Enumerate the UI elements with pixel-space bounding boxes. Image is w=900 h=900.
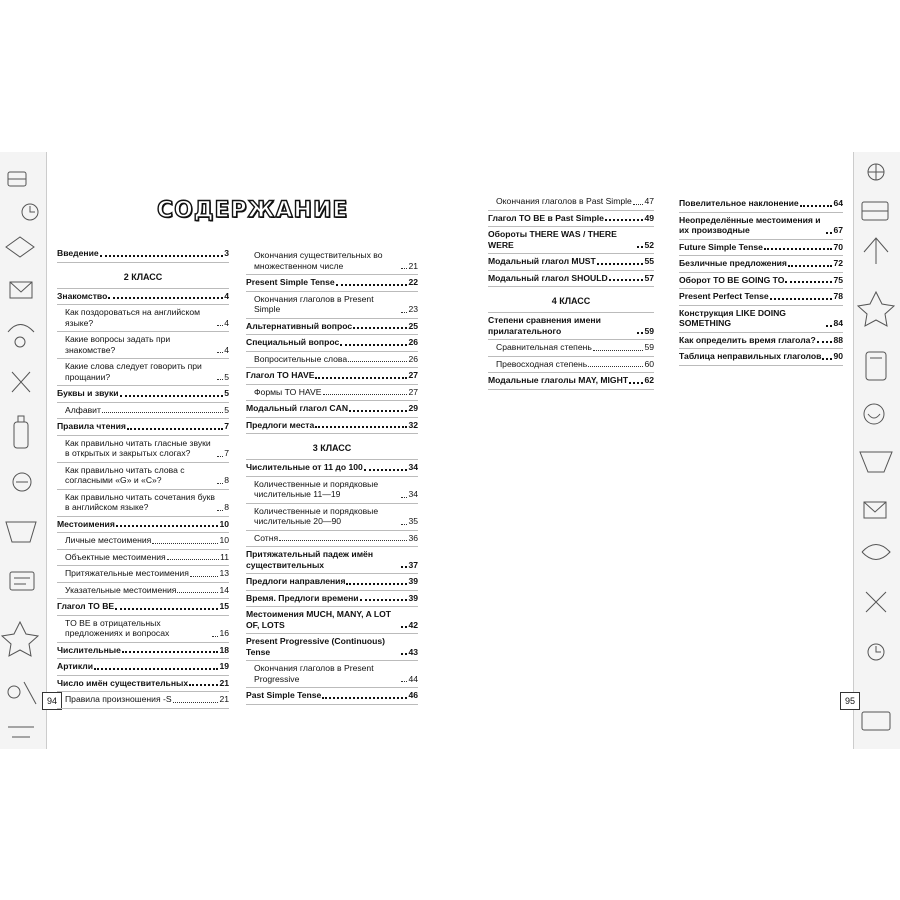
page-number-left: 94 [42, 692, 62, 710]
toc-entry-title: Обороты THERE WAS / THERE WERE [488, 229, 617, 250]
toc-entry[interactable] [246, 368, 418, 385]
toc-entry[interactable] [57, 533, 229, 550]
dot-leader [401, 268, 407, 269]
dot-leader [217, 352, 223, 353]
toc-entry-title: Объектные местоимения [65, 551, 166, 562]
toc-entry-title: Личные местоимения [65, 535, 152, 545]
dot-leader [217, 379, 223, 380]
toc-entry-title: Числительные [57, 644, 121, 655]
toc-entry-page: 14 [219, 584, 229, 595]
toc-entry-page: 29 [408, 403, 418, 413]
toc-entry-title: Неопределённые местоимения и их производные [679, 214, 821, 235]
toc-entry[interactable] [679, 289, 843, 306]
toc-entry-page: 7 [224, 448, 229, 458]
toc-entry-page: 4 [224, 290, 229, 301]
dot-leader [152, 543, 218, 544]
dot-leader [217, 483, 223, 484]
toc-entry-title: Как правильно читать слова с согласными «G» и «C»? [65, 464, 185, 485]
toc-entry-page: 44 [408, 673, 418, 684]
toc-entry-page: 46 [408, 690, 418, 700]
toc-entry-page: 36 [408, 532, 418, 543]
toc-entry-page: 25 [408, 320, 418, 331]
toc-entry[interactable] [246, 335, 418, 352]
dot-leader [115, 608, 218, 610]
dot-leader [764, 248, 833, 250]
toc-entry-page: 27 [408, 370, 418, 380]
dot-leader [360, 599, 408, 601]
toc-entry-page: 75 [833, 274, 843, 285]
toc-entry-title: Как поздороваться на английском языке? [65, 307, 201, 328]
toc-entry[interactable] [246, 607, 418, 634]
toc-entry-page: 67 [833, 225, 843, 235]
toc-entry-title: Глагол TO BE в Past Simple [488, 212, 604, 223]
dot-leader [401, 566, 407, 568]
section-heading: 2 КЛАСС [57, 263, 229, 289]
toc-entry-page: 37 [408, 559, 418, 570]
dot-leader [822, 358, 832, 360]
toc-entry[interactable] [246, 661, 418, 688]
dot-leader [401, 497, 407, 498]
toc-entry-page: 5 [224, 371, 229, 382]
toc-entry-title: Правила чтения [57, 421, 126, 431]
toc-entry-page: 11 [220, 551, 229, 562]
toc-entry[interactable] [246, 574, 418, 591]
doodle-border-left [0, 152, 47, 749]
toc-entry[interactable] [488, 254, 654, 271]
toc-entry-page: 35 [408, 516, 418, 526]
toc-entry-page: 3 [224, 248, 229, 258]
toc-entry-page: 49 [644, 212, 654, 223]
toc-entry-title: Степени сравнения имени прилагательного [488, 315, 601, 336]
dot-leader [116, 525, 219, 527]
dot-leader [353, 327, 407, 329]
toc-entry-page: 62 [644, 375, 654, 385]
toc-entry-page: 47 [644, 196, 654, 206]
toc-entry-title: Введение [57, 248, 99, 258]
toc-entry[interactable] [246, 401, 418, 418]
dot-leader [315, 377, 407, 379]
dot-leader [217, 325, 223, 326]
toc-entry-title: Числительные от 11 до 100 [246, 462, 363, 472]
toc-entry-title: Повелительное наклонение [679, 198, 799, 208]
dot-leader [637, 332, 643, 334]
toc-entry-title: Количественные и порядковые числительные 11—19 [254, 478, 379, 499]
toc-entry-page: 84 [833, 318, 843, 328]
dot-leader [826, 232, 832, 234]
dot-leader [609, 279, 644, 281]
dot-leader [785, 281, 832, 283]
dot-leader [401, 681, 407, 682]
school-doodles-icon [0, 152, 46, 749]
dot-leader [189, 684, 218, 686]
toc-entry[interactable] [57, 246, 229, 263]
toc-entry-title: Как определить время глагола? [679, 334, 816, 345]
toc-entry-title: Какие слова следует говорить при прощании? [65, 361, 202, 382]
dot-leader [800, 205, 833, 207]
toc-entry[interactable] [488, 194, 654, 211]
toc-entry-title: Future Simple Tense [679, 241, 763, 252]
toc-entry-title: Вопросительные слова [254, 353, 348, 364]
toc-entry-page: 7 [224, 421, 229, 431]
dot-leader [770, 298, 833, 300]
dot-leader [322, 697, 407, 699]
toc-entry-page: 4 [224, 317, 229, 328]
toc-entry[interactable] [488, 357, 654, 374]
toc-entry[interactable] [57, 419, 229, 436]
toc-entry[interactable] [488, 313, 654, 340]
toc-entry-page: 70 [833, 241, 843, 252]
dot-leader [279, 540, 407, 541]
toc-entry-title: Какие вопросы задать при знакомстве? [65, 334, 171, 355]
toc-entry-page: 72 [833, 258, 843, 268]
toc-entry-title: Модальный глагол SHOULD [488, 272, 608, 283]
doodle-border-right [853, 152, 900, 749]
toc-entry[interactable] [488, 271, 654, 288]
toc-entry[interactable] [57, 583, 229, 600]
dot-leader [348, 361, 407, 362]
toc-entry[interactable] [679, 256, 843, 273]
toc-entry[interactable] [57, 550, 229, 567]
dot-leader [120, 395, 224, 397]
page-title: СОДЕРЖАНИЕ [157, 198, 349, 223]
toc-entry[interactable] [679, 213, 843, 240]
toc-entry-title: Past Simple Tense [246, 690, 322, 700]
dot-leader [633, 204, 644, 205]
toc-entry[interactable] [57, 386, 229, 403]
toc-entry-title: Present Perfect Tense [679, 291, 769, 301]
toc-entry[interactable] [57, 332, 229, 359]
dot-leader [217, 456, 223, 457]
toc-entry[interactable] [679, 240, 843, 257]
dot-leader [597, 263, 644, 265]
toc-entry-title: Превосходная степень [496, 358, 588, 369]
toc-entry-title: Местоимения [57, 518, 115, 529]
toc-entry-title: Сравнительная степень [496, 342, 592, 352]
toc-entry[interactable] [246, 352, 418, 369]
toc-entry-title: Притяжательный падеж имён существительных [246, 549, 374, 570]
dot-leader [94, 668, 218, 670]
dot-leader [212, 636, 218, 637]
toc-entry[interactable] [679, 333, 843, 350]
page-number-right: 95 [840, 692, 860, 710]
toc-entry[interactable] [57, 517, 229, 534]
toc-entry[interactable] [246, 460, 418, 477]
toc-entry[interactable] [246, 477, 418, 504]
toc-entry-title: Таблица неправильных глаголов [679, 351, 822, 361]
toc-entry-title: Окончания существительных во множественном числе [254, 250, 383, 271]
toc-entry-page: 10 [219, 535, 229, 545]
toc-entry-title: Конструкция LIKE DOING SOMETHING [679, 307, 786, 328]
dot-leader [190, 576, 219, 577]
toc-entry[interactable] [57, 599, 229, 616]
dot-leader [108, 297, 223, 299]
toc-entry-page: 22 [408, 277, 418, 287]
dot-leader [788, 265, 832, 267]
toc-entry-page: 5 [224, 388, 229, 398]
toc-entry-page: 16 [219, 628, 229, 638]
dot-leader [346, 583, 407, 585]
toc-entry-title: Модальный глагол MUST [488, 256, 596, 266]
toc-entry-title: Количественные и порядковые числительные 20—90 [254, 505, 379, 526]
toc-entry-title: Окончания глаголов в Present Progressive [254, 663, 374, 684]
toc-entry-title: Глагол TO BE [57, 601, 115, 611]
toc-entry[interactable] [488, 211, 654, 228]
toc-entry[interactable] [57, 616, 229, 643]
toc-entry-title: Формы TO HAVE [254, 386, 322, 397]
dot-leader [102, 412, 223, 413]
toc-entry[interactable] [57, 659, 229, 676]
toc-entry-page: 52 [644, 239, 654, 250]
dot-leader [122, 651, 219, 653]
toc-entry-page: 8 [224, 502, 229, 512]
toc-entry[interactable] [246, 504, 418, 531]
toc-entry-title: Окончания глаголов в Past Simple [496, 196, 632, 206]
dot-leader [401, 524, 407, 525]
toc-entry-title: Правила произношения -S [65, 694, 172, 704]
toc-entry-page: 39 [408, 576, 418, 586]
toc-entry-page: 19 [219, 661, 229, 671]
toc-entry-title: TO BE в отрицательных предложениях и вопросах [65, 617, 170, 638]
dot-leader [401, 312, 407, 313]
dot-leader [349, 410, 407, 412]
dot-leader [323, 394, 408, 395]
dot-leader [637, 246, 643, 248]
toc-entry[interactable] [57, 359, 229, 386]
toc-entry-page: 55 [644, 256, 654, 266]
school-doodles-icon [854, 152, 900, 749]
dot-leader [401, 653, 407, 655]
toc-entry-page: 43 [408, 646, 418, 657]
toc-column-2 [246, 248, 418, 705]
toc-entry-page: 4 [224, 344, 229, 355]
toc-entry-title: Безличные предложения [679, 258, 787, 268]
toc-entry[interactable] [57, 289, 229, 306]
toc-entry-page: 13 [219, 568, 229, 578]
toc-entry-page: 8 [224, 475, 229, 485]
toc-entry[interactable] [246, 275, 418, 292]
toc-entry-page: 21 [219, 677, 229, 688]
toc-entry-page: 60 [644, 358, 654, 369]
toc-entry[interactable] [488, 373, 654, 390]
toc-entry-page: 78 [833, 291, 843, 301]
dot-leader [100, 255, 224, 257]
toc-entry-title: Present Simple Tense [246, 277, 335, 287]
toc-column-1 [57, 246, 229, 709]
section-heading: 4 КЛАСС [488, 287, 654, 313]
toc-entry-title: Предлоги места [246, 419, 315, 430]
dot-leader [593, 350, 644, 351]
toc-entry-page: 90 [833, 351, 843, 361]
toc-entry-title: Знакомство [57, 290, 108, 301]
toc-entry-page: 27 [408, 386, 418, 397]
toc-entry-page: 59 [644, 342, 654, 352]
toc-entry-page: 26 [408, 353, 418, 364]
toc-entry-page: 15 [219, 601, 229, 611]
toc-entry[interactable] [57, 436, 229, 463]
toc-entry-title: Указательные местоимения [65, 584, 177, 595]
toc-entry-page: 5 [224, 404, 229, 415]
toc-entry-title: Буквы и звуки [57, 388, 119, 398]
toc-entry-title: Глагол TO HAVE [246, 370, 315, 380]
dot-leader [588, 366, 643, 367]
section-heading: 3 КЛАСС [246, 434, 418, 460]
toc-entry-page: 59 [644, 325, 654, 336]
toc-entry-title: Модальные глаголы MAY, MIGHT [488, 375, 629, 385]
toc-entry[interactable] [57, 490, 229, 517]
dot-leader [340, 344, 407, 346]
toc-entry[interactable] [246, 385, 418, 402]
dot-leader [173, 702, 219, 703]
dot-leader [817, 341, 833, 343]
toc-entry-page: 26 [408, 337, 418, 347]
toc-entry-title: Сотня [254, 532, 279, 543]
dot-leader [364, 469, 408, 471]
toc-entry[interactable] [246, 319, 418, 336]
dot-leader [217, 510, 223, 511]
toc-entry[interactable] [679, 306, 843, 333]
toc-entry-page: 64 [833, 198, 843, 208]
toc-entry[interactable] [246, 531, 418, 548]
toc-column-4 [679, 196, 843, 366]
toc-entry[interactable] [57, 305, 229, 332]
toc-entry[interactable] [57, 676, 229, 693]
toc-entry-title: Окончания глаголов в Present Simple [254, 293, 374, 314]
toc-entry[interactable] [488, 340, 654, 357]
dot-leader [127, 428, 223, 430]
toc-entry-title: Как правильно читать сочетания букв в английском языке? [65, 491, 215, 512]
toc-entry[interactable] [488, 227, 654, 254]
toc-entry-page: 57 [644, 272, 654, 283]
toc-entry-title: Число имён существительных [57, 677, 189, 688]
toc-entry-title: Притяжательные местоимения [65, 568, 189, 578]
toc-entry-title: Артикли [57, 661, 93, 671]
toc-entry[interactable] [57, 692, 229, 709]
toc-entry[interactable] [679, 349, 843, 366]
toc-entry[interactable] [246, 688, 418, 705]
toc-entry[interactable] [57, 403, 229, 420]
toc-entry[interactable] [679, 273, 843, 290]
toc-entry-page: 39 [408, 592, 418, 603]
toc-entry-page: 32 [408, 419, 418, 430]
toc-entry-page: 18 [219, 644, 229, 655]
toc-entry-title: Специальный вопрос [246, 337, 340, 347]
toc-entry[interactable] [679, 196, 843, 213]
toc-entry-title: Оборот TO BE GOING TO [679, 274, 785, 285]
toc-entry[interactable] [246, 248, 418, 275]
toc-entry-page: 21 [219, 694, 229, 704]
dot-leader [826, 325, 832, 327]
toc-entry[interactable] [246, 634, 418, 661]
toc-entry-title: Местоимения MUCH, MANY, A LOT OF, LOTS [246, 609, 392, 630]
toc-entry-page: 34 [408, 462, 418, 472]
toc-entry[interactable] [246, 591, 418, 608]
toc-entry-title: Модальный глагол CAN [246, 403, 349, 413]
toc-entry-title: Алфавит [65, 404, 101, 415]
toc-entry-page: 34 [408, 489, 418, 499]
toc-entry-page: 10 [219, 518, 229, 529]
dot-leader [629, 382, 643, 384]
toc-entry-page: 42 [408, 619, 418, 630]
dot-leader [401, 626, 407, 628]
toc-entry-page: 23 [408, 304, 418, 314]
toc-entry-title: Present Progressive (Continuous) Tense [246, 636, 385, 657]
toc-column-3 [488, 194, 654, 390]
dot-leader [605, 219, 644, 221]
toc-entry[interactable] [57, 566, 229, 583]
toc-entry[interactable] [57, 643, 229, 660]
toc-entry-title: Время. Предлоги времени [246, 592, 359, 603]
toc-entry-page: 21 [408, 260, 418, 271]
toc-entry[interactable] [57, 463, 229, 490]
dot-leader [336, 284, 408, 286]
dot-leader [315, 426, 407, 428]
toc-entry-title: Предлоги направления [246, 576, 346, 586]
toc-entry-page: 88 [833, 334, 843, 345]
dot-leader [167, 559, 219, 560]
toc-entry[interactable] [246, 547, 418, 574]
toc-entry[interactable] [246, 418, 418, 435]
toc-entry-title: Как правильно читать гласные звуки в открытых и закрытых слогах? [65, 437, 211, 458]
dot-leader [177, 592, 218, 593]
toc-entry-title: Альтернативный вопрос [246, 320, 353, 331]
toc-entry[interactable] [246, 292, 418, 319]
